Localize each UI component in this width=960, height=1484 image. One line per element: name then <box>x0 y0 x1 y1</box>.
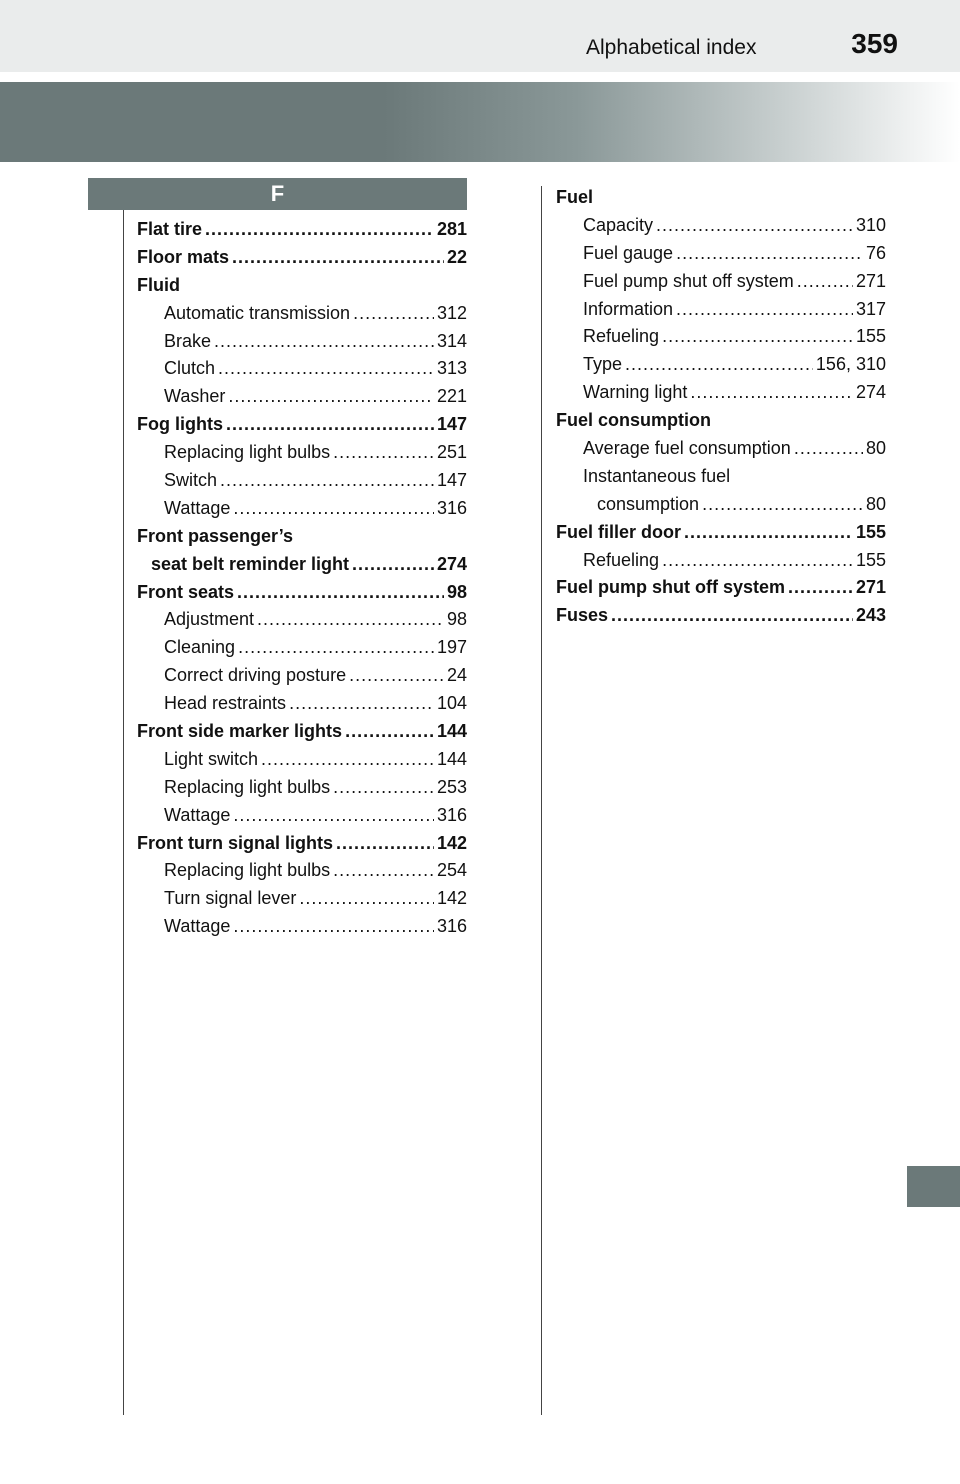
dot-leader <box>625 351 813 379</box>
index-entry-page[interactable]: 98 <box>446 609 467 630</box>
dot-leader <box>214 328 434 356</box>
index-entry-term: Cleaning <box>164 637 236 658</box>
index-entry-page[interactable]: 221 <box>436 386 467 407</box>
dot-leader <box>226 411 434 439</box>
index-entry-term: Fuel <box>556 187 594 207</box>
index-entry-page[interactable]: 316 <box>436 804 467 825</box>
index-entry-term: Fuel consumption <box>556 410 711 431</box>
index-entry <box>137 802 467 830</box>
dot-leader <box>237 579 444 607</box>
dot-leader <box>333 774 434 802</box>
index-entry-term: Wattage <box>164 804 231 825</box>
index-entry <box>556 323 886 351</box>
index-entry-page[interactable]: 147 <box>436 414 467 435</box>
dot-leader <box>220 467 434 495</box>
index-entry-page[interactable]: 155 <box>855 326 886 347</box>
dot-leader <box>333 857 434 885</box>
index-entry <box>556 407 886 435</box>
index-entry <box>556 463 886 491</box>
dot-leader <box>218 355 434 383</box>
dot-leader <box>676 240 863 268</box>
index-entry <box>137 718 467 746</box>
index-entry-term: seat belt reminder light <box>151 553 350 574</box>
dot-leader <box>788 574 853 602</box>
section-letter-bar <box>88 178 467 210</box>
index-entry-term: Replacing light bulbs <box>164 442 331 463</box>
section-letter: F <box>270 181 285 206</box>
dot-leader <box>797 268 853 296</box>
index-entry-term: Fuel gauge <box>583 242 674 263</box>
index-entry <box>556 519 886 547</box>
dot-leader <box>333 439 434 467</box>
index-entry-page[interactable]: 104 <box>436 693 467 714</box>
index-entry-page[interactable]: 271 <box>855 577 886 598</box>
index-entry <box>137 300 467 328</box>
index-entry-term: Washer <box>164 386 226 407</box>
index-entry-term: Replacing light bulbs <box>164 860 331 881</box>
index-entry-term: Correct driving posture <box>164 665 347 686</box>
dot-leader <box>238 634 434 662</box>
index-entry <box>137 272 467 300</box>
index-entry-term: Floor mats <box>137 246 230 267</box>
index-entry-term: Light switch <box>164 748 259 769</box>
index-entry <box>137 216 467 244</box>
index-entry-page[interactable]: 155 <box>855 521 886 542</box>
index-entry <box>137 662 467 690</box>
index-entry-page[interactable]: 76 <box>865 242 886 263</box>
index-entry-term: Adjustment <box>164 609 255 630</box>
index-entry-term: Front turn signal lights <box>137 832 333 853</box>
index-entry <box>137 634 467 662</box>
index-entry <box>137 690 467 718</box>
index-entry-page[interactable]: 314 <box>436 330 467 351</box>
index-entry-page[interactable]: 254 <box>436 860 467 881</box>
index-entry <box>556 491 886 519</box>
index-entry <box>137 774 467 802</box>
index-entry <box>556 212 886 240</box>
index-entry <box>137 830 467 858</box>
index-entry <box>137 495 467 523</box>
index-entry-term: Switch <box>164 470 218 491</box>
index-entry-term: Wattage <box>164 497 231 518</box>
index-entry-page[interactable]: 197 <box>436 637 467 658</box>
dot-leader <box>353 300 434 328</box>
index-column-right <box>556 184 886 630</box>
dot-leader <box>289 690 434 718</box>
index-entry-term: consumption <box>597 493 700 514</box>
index-entry-page[interactable]: 144 <box>436 721 467 742</box>
index-entry-term: Information <box>583 298 674 319</box>
dot-leader <box>233 495 434 523</box>
index-entry <box>137 355 467 383</box>
page-number: 359 <box>851 28 898 59</box>
index-entry <box>137 467 467 495</box>
dot-leader <box>794 435 863 463</box>
index-entry-term: Average fuel consumption <box>583 438 791 459</box>
index-entry <box>556 351 886 379</box>
index-entry-page[interactable]: 142 <box>436 832 467 853</box>
index-entry-page[interactable]: 312 <box>436 302 467 323</box>
index-entry-term: Front side marker lights <box>137 721 343 742</box>
dot-leader <box>336 830 434 858</box>
index-entry-term: Replacing light bulbs <box>164 776 331 797</box>
index-entry-term: Warning light <box>583 382 688 403</box>
index-entry <box>556 379 886 407</box>
index-entry-term: Flat tire <box>137 219 203 239</box>
index-entry-term: Fuel filler door <box>556 521 682 542</box>
index-entry <box>137 328 467 356</box>
index-entry-page[interactable]: 80 <box>865 493 886 514</box>
dot-leader <box>662 323 853 351</box>
index-entry-page[interactable]: 251 <box>436 442 467 463</box>
dot-leader <box>352 551 434 579</box>
index-column-left <box>137 216 467 941</box>
header-title: Alphabetical index <box>586 36 757 59</box>
index-entry-page[interactable]: 316 <box>436 497 467 518</box>
index-entry-term: Head restraints <box>164 693 287 714</box>
dot-leader <box>205 216 434 244</box>
index-entry-page[interactable]: 253 <box>436 776 467 797</box>
index-entry-term: Fluid <box>137 274 180 295</box>
dot-leader <box>676 296 853 324</box>
index-entry-page[interactable]: 156, 310 <box>815 354 886 375</box>
index-entry-term: Turn signal lever <box>164 888 297 909</box>
index-entry-page[interactable]: 316 <box>436 916 467 937</box>
dot-leader <box>656 212 853 240</box>
dot-leader <box>684 519 853 547</box>
right-column-divider <box>541 186 542 1415</box>
index-entry <box>556 184 886 212</box>
index-entry <box>137 244 467 272</box>
index-entry-page[interactable]: 317 <box>855 298 886 319</box>
header-gradient-band <box>0 82 960 162</box>
index-entry-term: Front seats <box>137 581 235 602</box>
index-entry-page[interactable]: 24 <box>446 665 467 686</box>
index-entry-term: Instantaneous fuel <box>583 465 731 486</box>
index-entry-term: Front passenger’s <box>137 525 294 546</box>
index-entry <box>556 547 886 575</box>
index-entry-term: Wattage <box>164 916 231 937</box>
index-entry-term: Clutch <box>164 358 216 379</box>
index-entry <box>137 885 467 913</box>
index-entry <box>556 574 886 602</box>
header-bar <box>0 0 960 72</box>
index-entry <box>137 857 467 885</box>
index-entry-term: Fuel pump shut off system <box>583 270 794 291</box>
index-entry-term: Capacity <box>583 214 654 235</box>
index-entry <box>137 439 467 467</box>
index-entry-term: Fog lights <box>137 414 223 435</box>
index-entry <box>556 435 886 463</box>
index-entry-page[interactable]: 155 <box>855 549 886 570</box>
index-entry <box>556 240 886 268</box>
index-entry-term: Fuel pump shut off system <box>556 577 786 598</box>
index-entry-page[interactable]: 310 <box>855 214 886 235</box>
dot-leader <box>299 885 434 913</box>
index-entry <box>556 602 886 630</box>
index-entry <box>137 913 467 941</box>
dot-leader <box>261 746 434 774</box>
index-entry <box>137 579 467 607</box>
dot-leader <box>662 547 853 575</box>
chapter-tab <box>907 1166 960 1207</box>
index-entry <box>137 606 467 634</box>
index-entry-page[interactable]: 313 <box>436 358 467 379</box>
dot-leader <box>702 491 863 519</box>
index-entry-page[interactable]: 271 <box>855 270 886 291</box>
index-entry <box>137 383 467 411</box>
dot-leader <box>233 802 434 830</box>
index-entry-page[interactable]: 243 <box>855 605 886 626</box>
index-entry <box>137 551 467 579</box>
dot-leader <box>257 606 444 634</box>
dot-leader <box>345 718 434 746</box>
index-entry-page[interactable]: 98 <box>446 581 467 602</box>
index-entry-page[interactable]: 274 <box>436 553 467 574</box>
index-entry-page[interactable]: 144 <box>436 748 467 769</box>
index-entry-page[interactable]: 80 <box>865 438 886 459</box>
index-entry-term: Fuses <box>556 605 609 626</box>
index-entry-term: Refueling <box>583 326 660 347</box>
left-column-divider <box>123 210 124 1415</box>
index-entry-page[interactable]: 142 <box>436 888 467 909</box>
index-entry <box>137 523 467 551</box>
dot-leader <box>690 379 853 407</box>
dot-leader <box>228 383 434 411</box>
dot-leader <box>232 244 444 272</box>
index-entry <box>137 411 467 439</box>
dot-leader <box>233 913 434 941</box>
index-entry-term: Type <box>583 354 623 375</box>
dot-leader <box>349 662 444 690</box>
index-entry <box>556 296 886 324</box>
index-entry-page[interactable]: 147 <box>436 470 467 491</box>
index-entry-term: Refueling <box>583 549 660 570</box>
index-entry-term: Automatic transmission <box>164 302 351 323</box>
index-entry <box>556 268 886 296</box>
index-entry <box>137 746 467 774</box>
index-entry-page[interactable]: 274 <box>855 382 886 403</box>
index-entry-page[interactable]: 281 <box>436 219 467 239</box>
index-entry-page[interactable]: 22 <box>446 246 467 267</box>
index-entry-term: Brake <box>164 330 212 351</box>
dot-leader <box>611 602 853 630</box>
